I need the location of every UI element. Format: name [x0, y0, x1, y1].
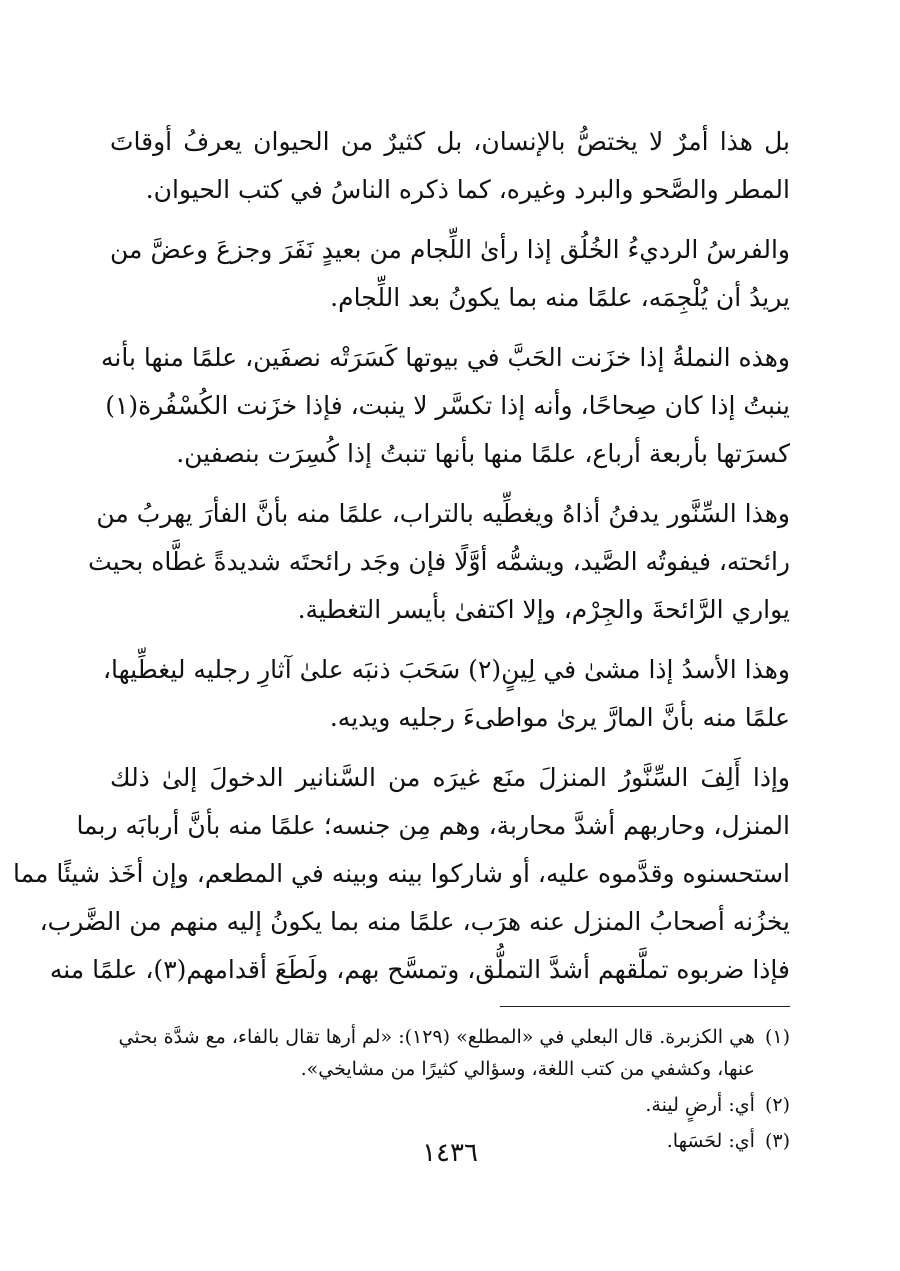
text-line: يريدُ أن يُلْجِمَه، علمًا منه بما يكونُ بعد اللِّجام.	[330, 283, 790, 312]
page-number: ١٤٣٦	[422, 1138, 478, 1168]
text-line: وهذا السِّنَّور يدفنُ أذاهُ ويغطِّيه بالتراب، علمًا منه بأنَّ الفأرَ يهربُ من	[96, 499, 790, 528]
text-line: فإذا ضربوه تملَّقهم أشدَّ التملُّق، وتمسَّح بهم، ولَطَعَ أقدامهم(٣)، علمًا منه	[49, 955, 790, 984]
footnote-text	[110, 1089, 755, 1121]
text-line: بل هذا أمرٌ لا يختصُّ بالإنسان، بل كثيرٌ من الحيوان يعرفُ أوقاتَ	[110, 127, 790, 156]
body-text	[12, 118, 790, 994]
text-line: المطر والصَّحو والبرد وغيره، كما ذكره الناسُ في كتب الحيوان.	[145, 175, 790, 204]
text-line: استحسنوه وقدَّموه عليه، أو شاركوا بينه وبينه في المطعم، وإن أخَذ شيئًا مما	[12, 859, 790, 888]
text-line: كسرَتها بأربعة أرباع، علمًا منها بأنها تنبتُ إذا كُسِرَت بنصفين.	[176, 439, 790, 468]
footnote-marker: (٢)	[764, 1094, 790, 1116]
paragraph-ant	[100, 334, 790, 478]
text-line: المنزل، وحاربهم أشدَّ محاربة، وهم مِن جنسه؛ علمًا منه بأنَّ أربابَه ربما	[76, 811, 790, 840]
text-line: وهذه النملةُ إذا خزَنت الحَبَّ في بيوتها كَسَرَتْه نصفَين، علمًا منها بأنه	[100, 343, 790, 372]
footnote-line: هي الكزبرة. قال البعلي في «المطلع» (١٢٩): «لم أرها تقال بالفاء، مع شدَّة بحثي	[118, 1026, 755, 1048]
paragraph-horse	[110, 226, 790, 322]
footnote-divider	[500, 1006, 790, 1007]
paragraph-house-cat	[12, 754, 790, 994]
text-line: وإذا أَلِفَ السِّنَّورُ المنزلَ منَع غيرَه من السَّنانير الدخولَ إلىٰ ذلك	[110, 763, 790, 792]
footnote-line: أي: أرضٍ لينة.	[645, 1094, 755, 1116]
paragraph-weather	[110, 118, 790, 214]
text-line: يواري الرَّائحةَ والجِرْم، وإلا اكتفىٰ بأيسر التغطية.	[297, 595, 790, 624]
footnote-1	[110, 1021, 790, 1085]
page-content	[12, 118, 790, 1161]
text-line: ينبتُ إذا كان صِحاحًا، وأنه إذا تكسَّر لا ينبت، فإذا خزَنت الكُسْفُرة(١)	[105, 391, 790, 420]
footnote-line: عنها، وكشفي من كتب اللغة، وسؤالي كثيرًا من مشايخي».	[300, 1058, 755, 1080]
text-line: علمًا منه بأنَّ المارَّ يرىٰ مواطىءَ رجليه ويديه.	[329, 703, 790, 732]
paragraph-cat	[88, 490, 790, 634]
text-line: رائحته، فيفوتُه الصَّيد، ويشمُّه أوَّلًا فإن وجَد رائحتَه شديدةً غطَّاه بحيث	[88, 547, 790, 576]
footnote-line: أي: لحَسَها.	[666, 1130, 755, 1152]
paragraph-lion	[102, 646, 790, 742]
text-line: والفرسُ الرديءُ الخُلُق إذا رأىٰ اللِّجام من بعيدٍ نَفَرَ وجزعَ وعضَّ من	[110, 235, 790, 264]
footnote-marker: (١)	[764, 1026, 790, 1048]
footnote-marker: (٣)	[764, 1130, 790, 1152]
footnote-text	[110, 1021, 755, 1085]
text-line: يخزُنه أصحابُ المنزل عنه هرَب، علمًا منه بما يكونُ إليه منهم من الضَّرب،	[39, 907, 790, 936]
footnote-2	[110, 1089, 790, 1121]
footnotes	[110, 1021, 790, 1157]
text-line: وهذا الأسدُ إذا مشىٰ في لِينٍ(٢) سَحَبَ ذنبَه علىٰ آثارِ رجليه ليغطِّيها،	[102, 655, 790, 684]
